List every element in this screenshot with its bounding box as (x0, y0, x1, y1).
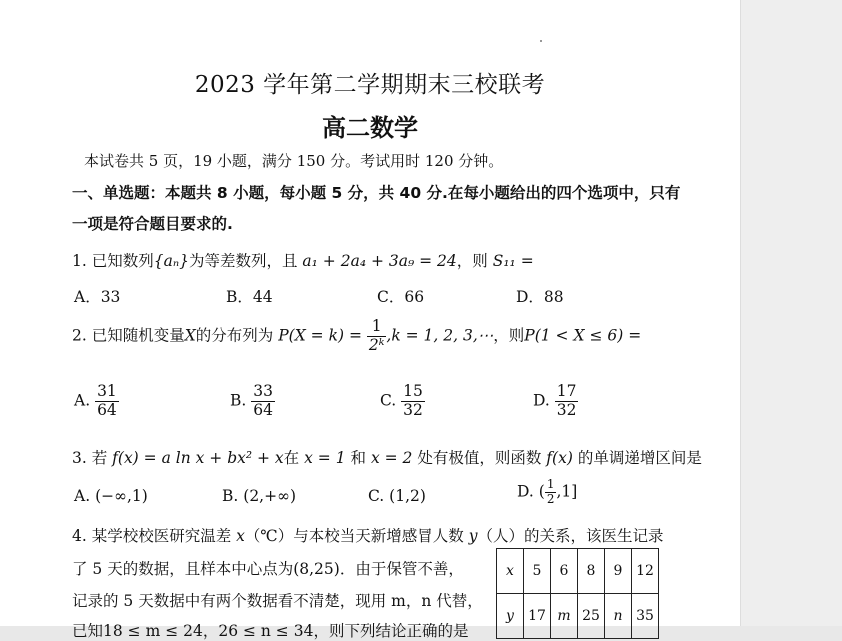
table-cell: y (497, 594, 524, 639)
table-cell: 17 (524, 594, 551, 639)
q3-text-b: 在 (283, 449, 300, 467)
q2-option-b-label: B. (230, 391, 247, 410)
q3-option-d-label: D. (517, 482, 534, 501)
q2-option-a (74, 383, 119, 420)
q4-var-y: y (468, 527, 478, 545)
q2-option-a-label: A. (74, 391, 91, 410)
table-cell: 12 (632, 549, 659, 594)
q3-option-d-post: ,1] (556, 482, 578, 501)
q2-option-a-num: 31 (97, 382, 117, 400)
q2-option-c-label: C. (380, 391, 397, 410)
q3-option-a-label: A. (74, 487, 91, 505)
table-cell: 35 (632, 594, 659, 639)
q3-option-d (517, 478, 577, 507)
q3-option-d-pre: ( (538, 482, 545, 501)
q1-option-a: A．33 (74, 288, 121, 306)
q4-line1-a: 4. 某学校校医研究温差 (72, 527, 232, 545)
q2-option-d-label: D. (533, 391, 550, 410)
q2-option-b (230, 383, 275, 420)
q4-line1-c: （人）的关系，该医生记录 (477, 527, 664, 545)
table-cell: 9 (605, 549, 632, 594)
table-cell: 25 (578, 594, 605, 639)
question-4-line4: 已知18 ≤ m ≤ 24，26 ≤ n ≤ 34，则下列结论正确的是 (72, 622, 469, 640)
q2-frac-den: 2ᵏ (368, 335, 385, 354)
q3-option-c-value: (1,2) (389, 487, 426, 505)
q2-option-d (533, 383, 578, 420)
q3-fx: f(x) (546, 449, 573, 467)
table-cell: 8 (578, 549, 605, 594)
q1-option-d: D．88 (516, 288, 564, 306)
q3-option-c-label: C. (368, 487, 385, 505)
q3-text-d: 处有极值，则函数 (417, 449, 542, 467)
q1-text-c: ，则 (456, 252, 488, 270)
table-row-x (497, 549, 659, 594)
q1-option-c: C．66 (377, 288, 425, 306)
q1-target: S₁₁ = (492, 252, 534, 270)
q3-option-d-num: 1 (546, 477, 555, 491)
q2-frac-num: 1 (367, 318, 387, 337)
q3-option-b-value: (2,+∞) (243, 487, 297, 505)
viewer-background (740, 0, 842, 626)
table-cell: 5 (524, 549, 551, 594)
table-cell: 6 (551, 549, 578, 594)
section-heading-line2: 一项是符合题目要求的. (72, 215, 233, 233)
question-4-line2: 了 5 天的数据，且样本中心点为(8,25)．由于保管不善， (72, 560, 464, 578)
q3-text-e: 的单调递增区间是 (577, 449, 702, 467)
q2-expression-2: ,k = 1, 2, 3,⋯ (386, 326, 494, 345)
q1-option-b: B．44 (226, 288, 273, 306)
q1-sequence: {aₙ} (153, 252, 189, 270)
q4-data-table (496, 548, 659, 639)
table-cell: m (551, 594, 578, 639)
q3-option-b (222, 487, 296, 505)
q2-target: P(1 < X ≤ 6) = (524, 326, 642, 345)
q2-option-b-den: 64 (253, 400, 273, 419)
question-1 (72, 249, 534, 271)
subject-title: 高二数学 (322, 114, 418, 142)
question-4-line3: 记录的 5 天数据中有两个数据看不清楚，现用 m，n 代替， (72, 592, 483, 610)
question-2 (72, 318, 641, 355)
q2-variable: X (184, 326, 196, 345)
question-4-line1 (72, 524, 663, 546)
q3-option-b-label: B. (222, 487, 239, 505)
q2-option-c-num: 15 (403, 382, 423, 400)
q3-expression: f(x) = a ln x + bx² + x (112, 449, 284, 467)
q1-text-a: 1. 已知数列 (72, 252, 154, 270)
table-cell: x (497, 549, 524, 594)
q3-option-d-den: 2 (546, 491, 555, 506)
scan-speck (540, 40, 542, 42)
q3-text-a: 3. 若 (72, 449, 108, 467)
q4-line1-b: （℃）与本校当天新增感冒人数 (244, 527, 464, 545)
q3-text-c: 和 (350, 449, 367, 467)
q2-expression: P(X = k) = (278, 326, 362, 345)
q2-option-c-den: 32 (403, 400, 423, 419)
q2-text-a: 2. 已知随机变量 (72, 326, 185, 345)
q3-option-c (368, 487, 426, 505)
q2-text-b: 的分布列为 (195, 326, 274, 345)
exam-title: 2023 学年第二学期期末三校联考 (194, 72, 546, 98)
q3-option-a (74, 487, 148, 505)
q2-option-c (380, 383, 425, 420)
q3-x1: x = 1 (304, 449, 346, 467)
q2-option-d-num: 17 (556, 382, 577, 400)
q2-option-a-den: 64 (97, 400, 117, 419)
question-3 (72, 446, 702, 468)
q2-option-d-den: 32 (556, 400, 577, 419)
q1-expression: a₁ + 2a₄ + 3a₉ = 24 (302, 252, 457, 270)
q2-fraction (367, 318, 387, 355)
q2-option-b-num: 33 (253, 382, 273, 400)
q1-text-b: 为等差数列，且 (188, 252, 298, 270)
q3-option-a-value: (−∞,1) (95, 487, 148, 505)
section-heading-line1: 一、单选题：本题共 8 小题，每小题 5 分，共 40 分.在每小题给出的四个选项中，只有 (72, 184, 681, 202)
table-cell: n (605, 594, 632, 639)
q2-text-c: ，则 (493, 326, 525, 345)
q3-x2: x = 2 (370, 449, 413, 467)
table-row-y (497, 594, 659, 639)
q4-var-x: x (236, 527, 245, 545)
exam-intro: 本试卷共 5 页，19 小题，满分 150 分。考试用时 120 分钟。 (84, 152, 504, 170)
